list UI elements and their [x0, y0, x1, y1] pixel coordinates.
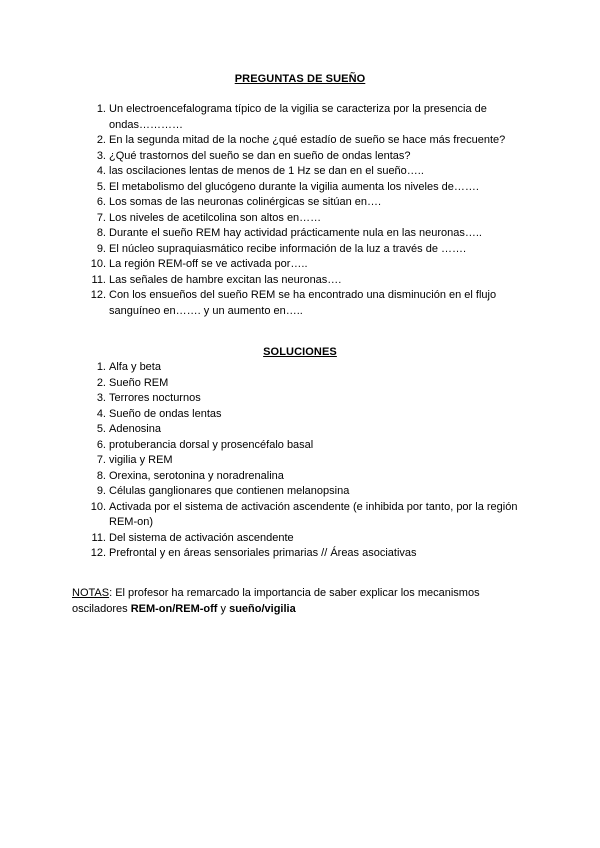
solutions-list [0, 360, 600, 562]
list-item [0, 195, 519, 211]
notes-bold-sleep: sueño/vigilia [229, 602, 296, 615]
item-text: El núcleo supraquiasmático recibe información de la luz a través de ……. [109, 242, 467, 255]
list-item [0, 469, 519, 485]
list-item [0, 288, 519, 319]
questions-title: PREGUNTAS DE SUEÑO [234, 73, 366, 85]
list-item [0, 226, 519, 242]
item-text: Del sistema de activación ascendente [109, 531, 294, 544]
solutions-title: SOLUCIONES [263, 346, 337, 358]
list-item [0, 453, 519, 469]
item-text: Orexina, serotonina y noradrenalina [109, 469, 284, 482]
item-text: Los somas de las neuronas colinérgicas se sitúan en…. [109, 196, 382, 208]
item-text: Con los ensueños del sueño REM se ha encontrado una disminución en el flujo sanguíneo en……. y un aumento en….. [109, 289, 497, 317]
item-number: 11. [91, 273, 106, 286]
item-number: 6. [96, 196, 106, 208]
notes-label: NOTAS [72, 587, 110, 599]
list-item [0, 211, 519, 227]
item-text: las oscilaciones lentas de menos de 1 Hz se dan en el sueño….. [109, 165, 424, 177]
item-text: ¿Qué trastornos del sueño se dan en sueño de ondas lentas? [109, 149, 411, 162]
item-number: 1. [96, 103, 106, 115]
list-item [0, 133, 519, 149]
list-item [0, 360, 519, 376]
list-item [0, 407, 519, 423]
item-number: 10. [90, 500, 106, 513]
list-item [0, 500, 519, 531]
list-item [0, 180, 519, 196]
item-text: El metabolismo del glucógeno durante la vigilia aumenta los niveles de……. [109, 180, 479, 193]
list-item [0, 484, 519, 500]
list-item [0, 149, 519, 165]
item-number: 2. [96, 376, 106, 389]
questions-list [0, 102, 600, 319]
item-text: Los niveles de acetilcolina son altos en…… [109, 211, 322, 224]
item-number: 7. [96, 211, 106, 224]
list-item [0, 102, 519, 133]
list-item [0, 531, 519, 547]
list-item [0, 257, 519, 273]
list-item [0, 273, 519, 289]
item-text: Terrores nocturnos [109, 392, 201, 404]
item-number: 8. [96, 227, 106, 239]
list-item [0, 242, 519, 258]
notes-text: : El profesor ha remarcado la importancia de saber explicar los mecanismos osciladores [72, 587, 480, 615]
list-item [0, 546, 519, 562]
item-text: La región REM-off se ve activada por….. [109, 258, 308, 270]
item-text: Durante el sueño REM hay actividad prácticamente nula en las neuronas….. [109, 227, 482, 239]
item-text: Células ganglionares que contienen melanopsina [109, 485, 350, 497]
item-number: 8. [96, 469, 106, 482]
list-item [0, 422, 519, 438]
item-number: 3. [96, 392, 106, 404]
item-text: Un electroencefalograma típico de la vigilia se caracteriza por la presencia de ondas………… [109, 103, 487, 131]
item-number: 9. [96, 485, 106, 497]
item-text: Las señales de hambre excitan las neuronas…. [109, 273, 342, 286]
item-number: 4. [96, 165, 106, 177]
item-number: 7. [96, 454, 106, 466]
item-number: 1. [96, 361, 106, 373]
item-text: Activada por el sistema de activación ascendente (e inhibida por tanto, por la región REM-on) [109, 500, 518, 528]
notes-bold-rem: REM-on/REM-off [130, 602, 218, 615]
item-text: Sueño REM [109, 376, 169, 389]
item-text: En la segunda mitad de la noche ¿qué estadío de sueño se hace más frecuente? [109, 134, 506, 146]
list-item [0, 391, 519, 407]
item-number: 4. [96, 407, 106, 420]
item-number: 12. [90, 289, 106, 301]
item-number: 6. [96, 438, 106, 451]
item-number: 5. [96, 423, 106, 435]
item-number: 12. [90, 547, 106, 559]
item-number: 11. [91, 531, 106, 544]
list-item [0, 438, 519, 454]
item-number: 5. [96, 180, 106, 193]
list-item [0, 164, 519, 180]
item-text: Adenosina [109, 423, 161, 435]
item-text: vigilia y REM [109, 454, 173, 466]
item-text: Sueño de ondas lentas [109, 407, 222, 420]
item-text: Alfa y beta [109, 361, 161, 373]
notes-text-join: y [217, 602, 230, 615]
item-text: Prefrontal y en áreas sensoriales primarias // Áreas asociativas [109, 547, 417, 559]
notes-paragraph [72, 586, 532, 617]
item-number: 10. [90, 258, 106, 270]
item-number: 2. [96, 134, 106, 146]
item-text: protuberancia dorsal y prosencéfalo basal [109, 438, 314, 451]
item-number: 9. [96, 242, 106, 255]
item-number: 3. [96, 149, 106, 162]
list-item [0, 376, 519, 392]
